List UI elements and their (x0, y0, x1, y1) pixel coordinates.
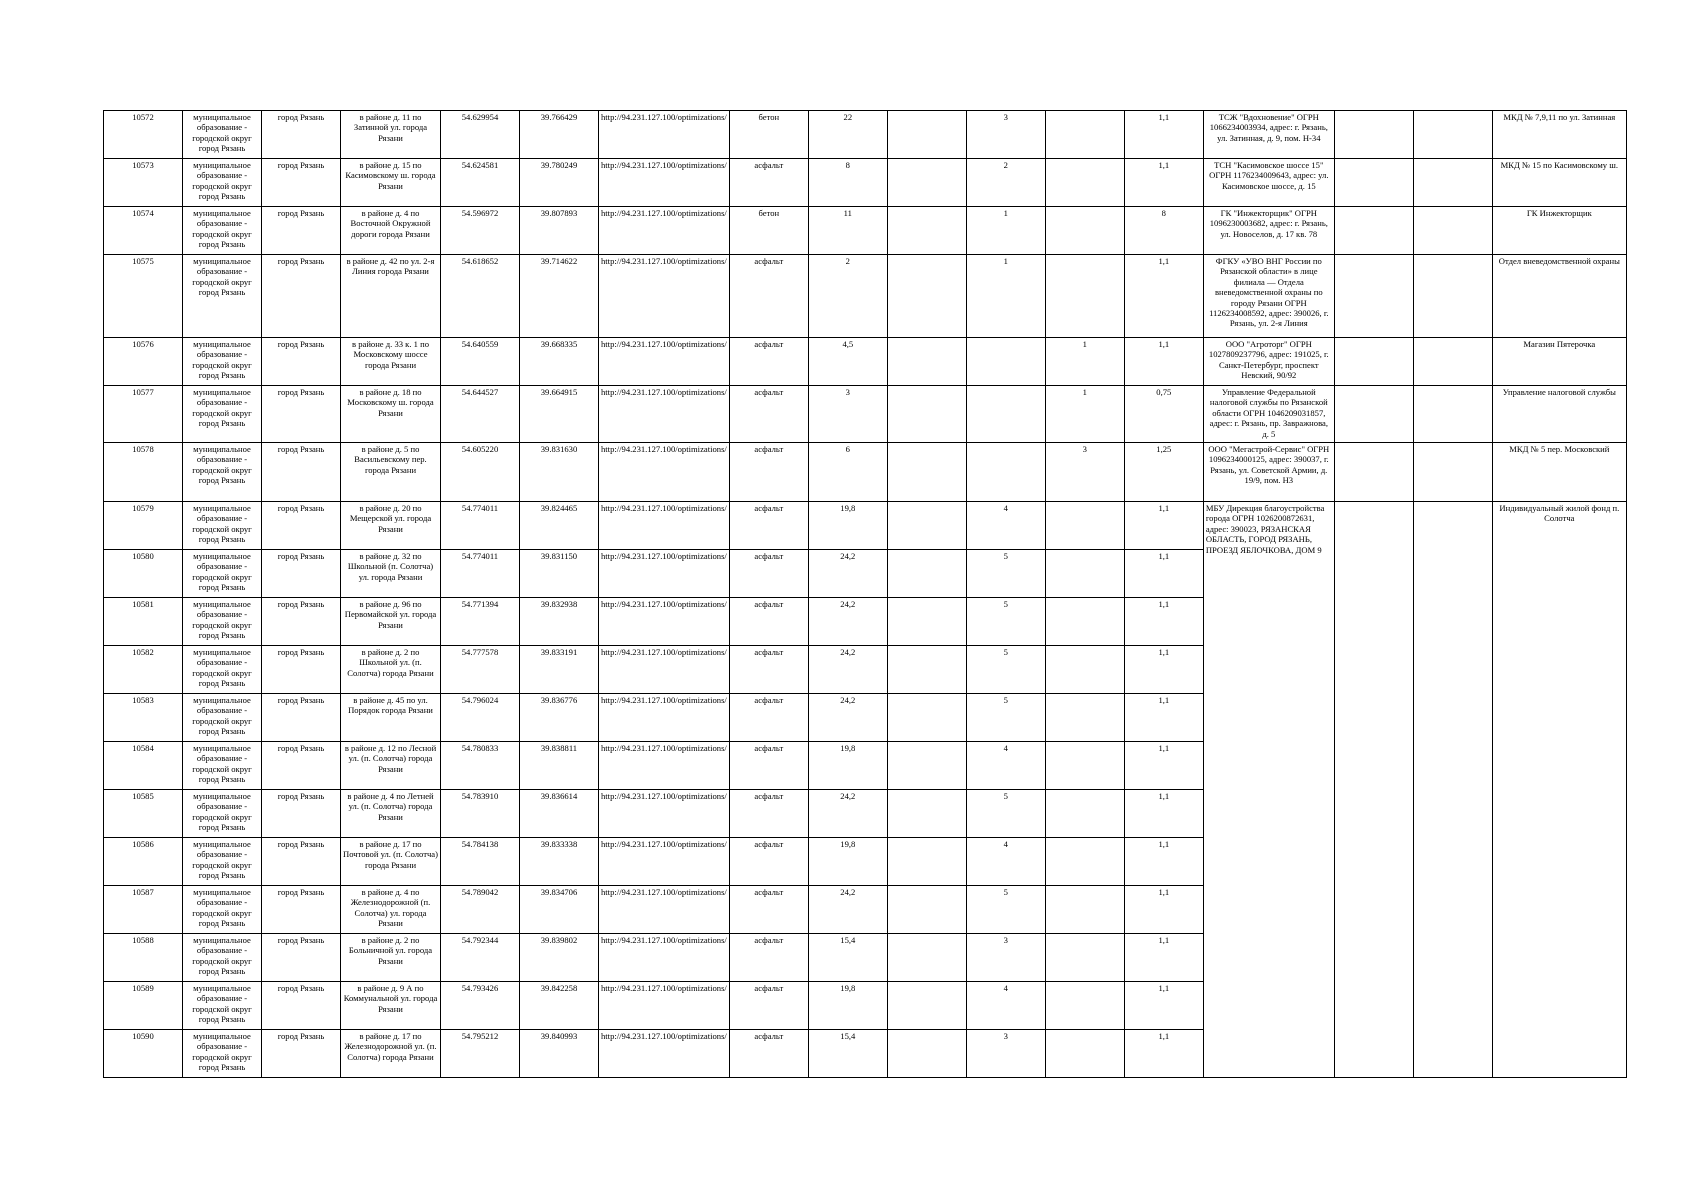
cell-volume: 1,1 (1124, 694, 1203, 742)
cell-c2: 5 (966, 550, 1045, 598)
cell-volume: 1,1 (1124, 838, 1203, 886)
spreadsheet (103, 110, 1627, 1078)
cell-city: город Рязань (262, 790, 341, 838)
cell-c3 (1045, 111, 1124, 159)
cell-mo: муниципальное образование - городской округ город Рязань (183, 838, 262, 886)
cell-c3 (1045, 550, 1124, 598)
cell-city: город Рязань (262, 886, 341, 934)
cell-mo: муниципальное образование - городской округ город Рязань (183, 742, 262, 790)
cell-id: 10577 (104, 386, 183, 443)
table-row (104, 338, 1627, 386)
cell-lon: 39.780249 (520, 159, 599, 207)
cell-city: город Рязань (262, 742, 341, 790)
cell-surface: асфальт (729, 934, 808, 982)
table-row (104, 443, 1627, 502)
cell-mo: муниципальное образование - городской округ город Рязань (183, 886, 262, 934)
cell-lon: 39.833191 (520, 646, 599, 694)
cell-c3 (1045, 886, 1124, 934)
cell-c3 (1045, 207, 1124, 255)
cell-id: 10585 (104, 790, 183, 838)
cell-mo: муниципальное образование - городской округ город Рязань (183, 255, 262, 338)
registry-table (103, 110, 1627, 1078)
cell-mo: муниципальное образование - городской округ город Рязань (183, 502, 262, 550)
cell-city: город Рязань (262, 934, 341, 982)
cell-c1 (887, 502, 966, 550)
cell-empty (1334, 111, 1413, 159)
cell-area: 24,2 (808, 598, 887, 646)
cell-mo: муниципальное образование - городской округ город Рязань (183, 598, 262, 646)
cell-id: 10576 (104, 338, 183, 386)
cell-lon: 39.832938 (520, 598, 599, 646)
cell-empty (1413, 255, 1492, 338)
cell-owner: ГК "Инжекторщик" ОГРН 1096230003682, адрес: г. Рязань, ул. Новоселов, д. 17 кв. 78 (1203, 207, 1334, 255)
cell-address: в районе д. 32 по Школьной (п. Солотча) ул. города Рязани (341, 550, 441, 598)
cell-url: http://94.231.127.100/optimizations/ (599, 838, 730, 886)
cell-volume: 0,75 (1124, 386, 1203, 443)
cell-area: 24,2 (808, 646, 887, 694)
cell-url: http://94.231.127.100/optimizations/ (599, 207, 730, 255)
table-row (104, 111, 1627, 159)
cell-volume: 1,1 (1124, 742, 1203, 790)
cell-c1 (887, 790, 966, 838)
cell-c3 (1045, 598, 1124, 646)
cell-lat: 54.783910 (441, 790, 520, 838)
cell-url: http://94.231.127.100/optimizations/ (599, 742, 730, 790)
cell-source: Магазин Пятерочка (1492, 338, 1626, 386)
cell-lon: 39.836614 (520, 790, 599, 838)
cell-c2: 4 (966, 982, 1045, 1030)
cell-address: в районе д. 20 по Мещерской ул. города Рязани (341, 502, 441, 550)
cell-empty (1334, 502, 1413, 1078)
cell-mo: муниципальное образование - городской округ город Рязань (183, 694, 262, 742)
cell-c1 (887, 386, 966, 443)
cell-mo: муниципальное образование - городской округ город Рязань (183, 790, 262, 838)
cell-empty (1334, 207, 1413, 255)
cell-address: в районе д. 11 по Затинной ул. города Рязани (341, 111, 441, 159)
cell-address: в районе д. 4 по Железнодорожной (п. Солотча) ул. города Рязани (341, 886, 441, 934)
cell-url: http://94.231.127.100/optimizations/ (599, 159, 730, 207)
cell-lat: 54.774011 (441, 550, 520, 598)
cell-city: город Рязань (262, 646, 341, 694)
cell-c3 (1045, 742, 1124, 790)
cell-surface: асфальт (729, 742, 808, 790)
cell-empty (1413, 443, 1492, 502)
cell-surface: асфальт (729, 790, 808, 838)
cell-c2 (966, 443, 1045, 502)
cell-source: ГК Инжекторщик (1492, 207, 1626, 255)
cell-volume: 8 (1124, 207, 1203, 255)
cell-source: МКД № 5 пер. Московский (1492, 443, 1626, 502)
cell-empty (1334, 443, 1413, 502)
cell-surface: асфальт (729, 646, 808, 694)
cell-city: город Рязань (262, 502, 341, 550)
cell-lat: 54.780833 (441, 742, 520, 790)
cell-lon: 39.834706 (520, 886, 599, 934)
cell-volume: 1,1 (1124, 646, 1203, 694)
cell-area: 15,4 (808, 1030, 887, 1078)
cell-lon: 39.668335 (520, 338, 599, 386)
cell-surface: бетон (729, 111, 808, 159)
cell-volume: 1,1 (1124, 111, 1203, 159)
cell-empty (1413, 502, 1492, 1078)
cell-c1 (887, 207, 966, 255)
cell-c2: 4 (966, 838, 1045, 886)
cell-surface: асфальт (729, 1030, 808, 1078)
cell-address: в районе д. 2 по Школьной ул. (п. Солотча) города Рязани (341, 646, 441, 694)
cell-volume: 1,25 (1124, 443, 1203, 502)
cell-c3 (1045, 159, 1124, 207)
cell-surface: асфальт (729, 982, 808, 1030)
table-row (104, 207, 1627, 255)
cell-owner: ООО "Мегастрой-Сервис" ОГРН 1096234000125, адрес: 390037, г. Рязань, ул. Советской Армии, д. 19/9, пом. Н3 (1203, 443, 1334, 502)
cell-area: 19,8 (808, 982, 887, 1030)
cell-area: 19,8 (808, 502, 887, 550)
cell-c3 (1045, 934, 1124, 982)
cell-id: 10582 (104, 646, 183, 694)
cell-address: в районе д. 18 по Московскому ш. города Рязани (341, 386, 441, 443)
cell-c2: 1 (966, 207, 1045, 255)
cell-address: в районе д. 42 по ул. 2-я Линия города Рязани (341, 255, 441, 338)
cell-surface: бетон (729, 207, 808, 255)
cell-address: в районе д. 33 к. 1 по Московскому шоссе города Рязани (341, 338, 441, 386)
cell-source: МКД № 15 по Касимовскому ш. (1492, 159, 1626, 207)
cell-mo: муниципальное образование - городской округ город Рязань (183, 386, 262, 443)
cell-c1 (887, 111, 966, 159)
cell-lon: 39.766429 (520, 111, 599, 159)
cell-mo: муниципальное образование - городской округ город Рязань (183, 550, 262, 598)
cell-city: город Рязань (262, 207, 341, 255)
cell-c3 (1045, 838, 1124, 886)
cell-address: в районе д. 5 по Васильевскому пер. города Рязани (341, 443, 441, 502)
cell-c3 (1045, 790, 1124, 838)
cell-lat: 54.777578 (441, 646, 520, 694)
cell-c1 (887, 838, 966, 886)
cell-lat: 54.640559 (441, 338, 520, 386)
cell-lon: 39.831630 (520, 443, 599, 502)
cell-area: 24,2 (808, 790, 887, 838)
cell-mo: муниципальное образование - городской округ город Рязань (183, 982, 262, 1030)
cell-url: http://94.231.127.100/optimizations/ (599, 111, 730, 159)
cell-c1 (887, 159, 966, 207)
cell-volume: 1,1 (1124, 886, 1203, 934)
cell-lat: 54.795212 (441, 1030, 520, 1078)
cell-area: 2 (808, 255, 887, 338)
cell-city: город Рязань (262, 1030, 341, 1078)
cell-lat: 54.774011 (441, 502, 520, 550)
cell-lat: 54.796024 (441, 694, 520, 742)
cell-id: 10587 (104, 886, 183, 934)
cell-url: http://94.231.127.100/optimizations/ (599, 790, 730, 838)
cell-mo: муниципальное образование - городской округ город Рязань (183, 159, 262, 207)
cell-address: в районе д. 96 по Первомайской ул. города Рязани (341, 598, 441, 646)
cell-empty (1413, 207, 1492, 255)
cell-c1 (887, 886, 966, 934)
cell-surface: асфальт (729, 838, 808, 886)
cell-c1 (887, 255, 966, 338)
cell-area: 19,8 (808, 742, 887, 790)
cell-url: http://94.231.127.100/optimizations/ (599, 982, 730, 1030)
cell-address: в районе д. 2 по Больничной ул. города Рязани (341, 934, 441, 982)
cell-city: город Рязань (262, 598, 341, 646)
cell-volume: 1,1 (1124, 598, 1203, 646)
cell-lon: 39.664915 (520, 386, 599, 443)
cell-lat: 54.605220 (441, 443, 520, 502)
cell-c1 (887, 1030, 966, 1078)
cell-c1 (887, 598, 966, 646)
cell-c3 (1045, 982, 1124, 1030)
cell-volume: 1,1 (1124, 502, 1203, 550)
cell-c2: 4 (966, 502, 1045, 550)
cell-area: 8 (808, 159, 887, 207)
cell-address: в районе д. 4 по Летней ул. (п. Солотча) города Рязани (341, 790, 441, 838)
cell-lat: 54.596972 (441, 207, 520, 255)
cell-lat: 54.771394 (441, 598, 520, 646)
cell-lon: 39.833338 (520, 838, 599, 886)
cell-address: в районе д. 17 по Почтовой ул. (п. Солотча) города Рязани (341, 838, 441, 886)
cell-id: 10583 (104, 694, 183, 742)
cell-id: 10579 (104, 502, 183, 550)
cell-volume: 1,1 (1124, 982, 1203, 1030)
cell-empty (1334, 386, 1413, 443)
cell-lon: 39.839802 (520, 934, 599, 982)
cell-area: 22 (808, 111, 887, 159)
cell-c2: 3 (966, 111, 1045, 159)
cell-surface: асфальт (729, 255, 808, 338)
cell-c1 (887, 694, 966, 742)
cell-id: 10573 (104, 159, 183, 207)
table-row (104, 159, 1627, 207)
cell-address: в районе д. 15 по Касимовскому ш. города Рязани (341, 159, 441, 207)
cell-id: 10572 (104, 111, 183, 159)
cell-url: http://94.231.127.100/optimizations/ (599, 886, 730, 934)
cell-c2: 5 (966, 886, 1045, 934)
cell-c3: 1 (1045, 338, 1124, 386)
cell-empty (1413, 386, 1492, 443)
cell-url: http://94.231.127.100/optimizations/ (599, 694, 730, 742)
cell-address: в районе д. 17 по Железнодорожной ул. (п. Солотча) города Рязани (341, 1030, 441, 1078)
cell-owner: ООО "Агроторг" ОГРН 1027809237796, адрес: 191025, г. Санкт-Петербург, проспект Невский, 90/92 (1203, 338, 1334, 386)
cell-mo: муниципальное образование - городской округ город Рязань (183, 207, 262, 255)
cell-lon: 39.842258 (520, 982, 599, 1030)
cell-area: 24,2 (808, 550, 887, 598)
cell-c3 (1045, 502, 1124, 550)
cell-id: 10581 (104, 598, 183, 646)
cell-c2: 4 (966, 742, 1045, 790)
cell-url: http://94.231.127.100/optimizations/ (599, 386, 730, 443)
cell-city: город Рязань (262, 386, 341, 443)
cell-owner: ТСН "Касимовское шоссе 15" ОГРН 1176234009643, адрес: ул. Касимовское шоссе, д. 15 (1203, 159, 1334, 207)
cell-c2: 1 (966, 255, 1045, 338)
cell-lon: 39.714622 (520, 255, 599, 338)
cell-lat: 54.644527 (441, 386, 520, 443)
cell-mo: муниципальное образование - городской округ город Рязань (183, 338, 262, 386)
cell-id: 10578 (104, 443, 183, 502)
cell-area: 6 (808, 443, 887, 502)
cell-c3 (1045, 255, 1124, 338)
cell-owner: Управление Федеральной налоговой службы по Рязанской области ОГРН 1046209031857, адрес: г. Рязань, пр. Завражнова, д. 5 (1203, 386, 1334, 443)
cell-surface: асфальт (729, 443, 808, 502)
cell-empty (1334, 338, 1413, 386)
table-row (104, 386, 1627, 443)
cell-volume: 1,1 (1124, 550, 1203, 598)
cell-url: http://94.231.127.100/optimizations/ (599, 255, 730, 338)
cell-lon: 39.807893 (520, 207, 599, 255)
cell-c3: 1 (1045, 386, 1124, 443)
cell-surface: асфальт (729, 386, 808, 443)
cell-id: 10574 (104, 207, 183, 255)
cell-area: 19,8 (808, 838, 887, 886)
cell-c2: 5 (966, 646, 1045, 694)
cell-url: http://94.231.127.100/optimizations/ (599, 646, 730, 694)
cell-id: 10588 (104, 934, 183, 982)
cell-c1 (887, 338, 966, 386)
cell-c1 (887, 934, 966, 982)
cell-id: 10590 (104, 1030, 183, 1078)
cell-c3 (1045, 694, 1124, 742)
cell-source-merged: Индивидуальный жилой фонд п. Солотча (1492, 502, 1626, 1078)
cell-lat: 54.793426 (441, 982, 520, 1030)
cell-owner: ТСЖ "Вдохновение" ОГРН 1066234003934, адрес: г. Рязань, ул. Затинная, д. 9, пом. Н-34 (1203, 111, 1334, 159)
cell-mo: муниципальное образование - городской округ город Рязань (183, 934, 262, 982)
cell-area: 4,5 (808, 338, 887, 386)
cell-url: http://94.231.127.100/optimizations/ (599, 550, 730, 598)
cell-surface: асфальт (729, 550, 808, 598)
cell-area: 11 (808, 207, 887, 255)
cell-lon: 39.838811 (520, 742, 599, 790)
cell-surface: асфальт (729, 886, 808, 934)
cell-c2: 5 (966, 694, 1045, 742)
cell-surface: асфальт (729, 502, 808, 550)
cell-url: http://94.231.127.100/optimizations/ (599, 443, 730, 502)
cell-city: город Рязань (262, 694, 341, 742)
cell-lat: 54.784138 (441, 838, 520, 886)
cell-c3 (1045, 1030, 1124, 1078)
cell-city: город Рязань (262, 550, 341, 598)
cell-lon: 39.836776 (520, 694, 599, 742)
cell-owner: ФГКУ «УВО ВНГ России по Рязанской области» в лице филиала — Отдела вневедомственной охраны по городу Рязани ОГРН 1126234008592, адрес: 390026, г. Рязань, ул. 2-я Линия (1203, 255, 1334, 338)
cell-url: http://94.231.127.100/optimizations/ (599, 1030, 730, 1078)
cell-address: в районе д. 12 по Лесной ул. (п. Солотча) города Рязани (341, 742, 441, 790)
cell-c1 (887, 646, 966, 694)
cell-c2 (966, 386, 1045, 443)
cell-volume: 1,1 (1124, 159, 1203, 207)
cell-city: город Рязань (262, 443, 341, 502)
cell-area: 24,2 (808, 694, 887, 742)
cell-c1 (887, 550, 966, 598)
cell-lat: 54.629954 (441, 111, 520, 159)
cell-c2: 2 (966, 159, 1045, 207)
cell-source: Отдел вневедомственной охраны (1492, 255, 1626, 338)
cell-c3: 3 (1045, 443, 1124, 502)
cell-mo: муниципальное образование - городской округ город Рязань (183, 1030, 262, 1078)
cell-lon: 39.824465 (520, 502, 599, 550)
cell-c2 (966, 338, 1045, 386)
cell-c2: 3 (966, 934, 1045, 982)
cell-city: город Рязань (262, 255, 341, 338)
cell-city: город Рязань (262, 838, 341, 886)
cell-id: 10580 (104, 550, 183, 598)
cell-surface: асфальт (729, 338, 808, 386)
cell-surface: асфальт (729, 694, 808, 742)
cell-c2: 5 (966, 598, 1045, 646)
cell-c3 (1045, 646, 1124, 694)
cell-volume: 1,1 (1124, 1030, 1203, 1078)
cell-id: 10575 (104, 255, 183, 338)
cell-area: 24,2 (808, 886, 887, 934)
table-row (104, 255, 1627, 338)
cell-url: http://94.231.127.100/optimizations/ (599, 338, 730, 386)
cell-source: Управление налоговой службы (1492, 386, 1626, 443)
cell-address: в районе д. 4 по Восточной Окружной дороги города Рязани (341, 207, 441, 255)
cell-empty (1413, 159, 1492, 207)
cell-empty (1334, 255, 1413, 338)
cell-c2: 3 (966, 1030, 1045, 1078)
cell-lat: 54.789042 (441, 886, 520, 934)
cell-owner-merged: МБУ Дирекция благоустройства города ОГРН 1026200872631, адрес: 390023, РЯЗАНСКАЯ ОБЛАСТЬ, ГОРОД РЯЗАНЬ, ПРОЕЗД ЯБЛОЧКОВА, ДОМ 9 (1203, 502, 1334, 1078)
cell-url: http://94.231.127.100/optimizations/ (599, 502, 730, 550)
cell-url: http://94.231.127.100/optimizations/ (599, 934, 730, 982)
cell-volume: 1,1 (1124, 934, 1203, 982)
cell-lat: 54.624581 (441, 159, 520, 207)
cell-volume: 1,1 (1124, 790, 1203, 838)
cell-empty (1413, 111, 1492, 159)
table-row (104, 502, 1627, 550)
cell-c1 (887, 982, 966, 1030)
cell-lat: 54.792344 (441, 934, 520, 982)
cell-mo: муниципальное образование - городской округ город Рязань (183, 646, 262, 694)
cell-id: 10584 (104, 742, 183, 790)
cell-volume: 1,1 (1124, 255, 1203, 338)
cell-url: http://94.231.127.100/optimizations/ (599, 598, 730, 646)
cell-area: 15,4 (808, 934, 887, 982)
cell-id: 10586 (104, 838, 183, 886)
cell-empty (1413, 338, 1492, 386)
cell-c1 (887, 742, 966, 790)
cell-city: город Рязань (262, 111, 341, 159)
cell-address: в районе д. 45 по ул. Порядок города Рязани (341, 694, 441, 742)
cell-address: в районе д. 9 А по Коммунальной ул. города Рязани (341, 982, 441, 1030)
cell-mo: муниципальное образование - городской округ город Рязань (183, 111, 262, 159)
cell-city: город Рязань (262, 338, 341, 386)
cell-surface: асфальт (729, 159, 808, 207)
cell-lon: 39.840993 (520, 1030, 599, 1078)
cell-city: город Рязань (262, 982, 341, 1030)
cell-lon: 39.831150 (520, 550, 599, 598)
cell-lat: 54.618652 (441, 255, 520, 338)
cell-empty (1334, 159, 1413, 207)
cell-volume: 1,1 (1124, 338, 1203, 386)
cell-id: 10589 (104, 982, 183, 1030)
cell-area: 3 (808, 386, 887, 443)
cell-c1 (887, 443, 966, 502)
cell-source: МКД № 7,9,11 по ул. Затинная (1492, 111, 1626, 159)
cell-surface: асфальт (729, 598, 808, 646)
cell-c2: 5 (966, 790, 1045, 838)
cell-city: город Рязань (262, 159, 341, 207)
cell-mo: муниципальное образование - городской округ город Рязань (183, 443, 262, 502)
